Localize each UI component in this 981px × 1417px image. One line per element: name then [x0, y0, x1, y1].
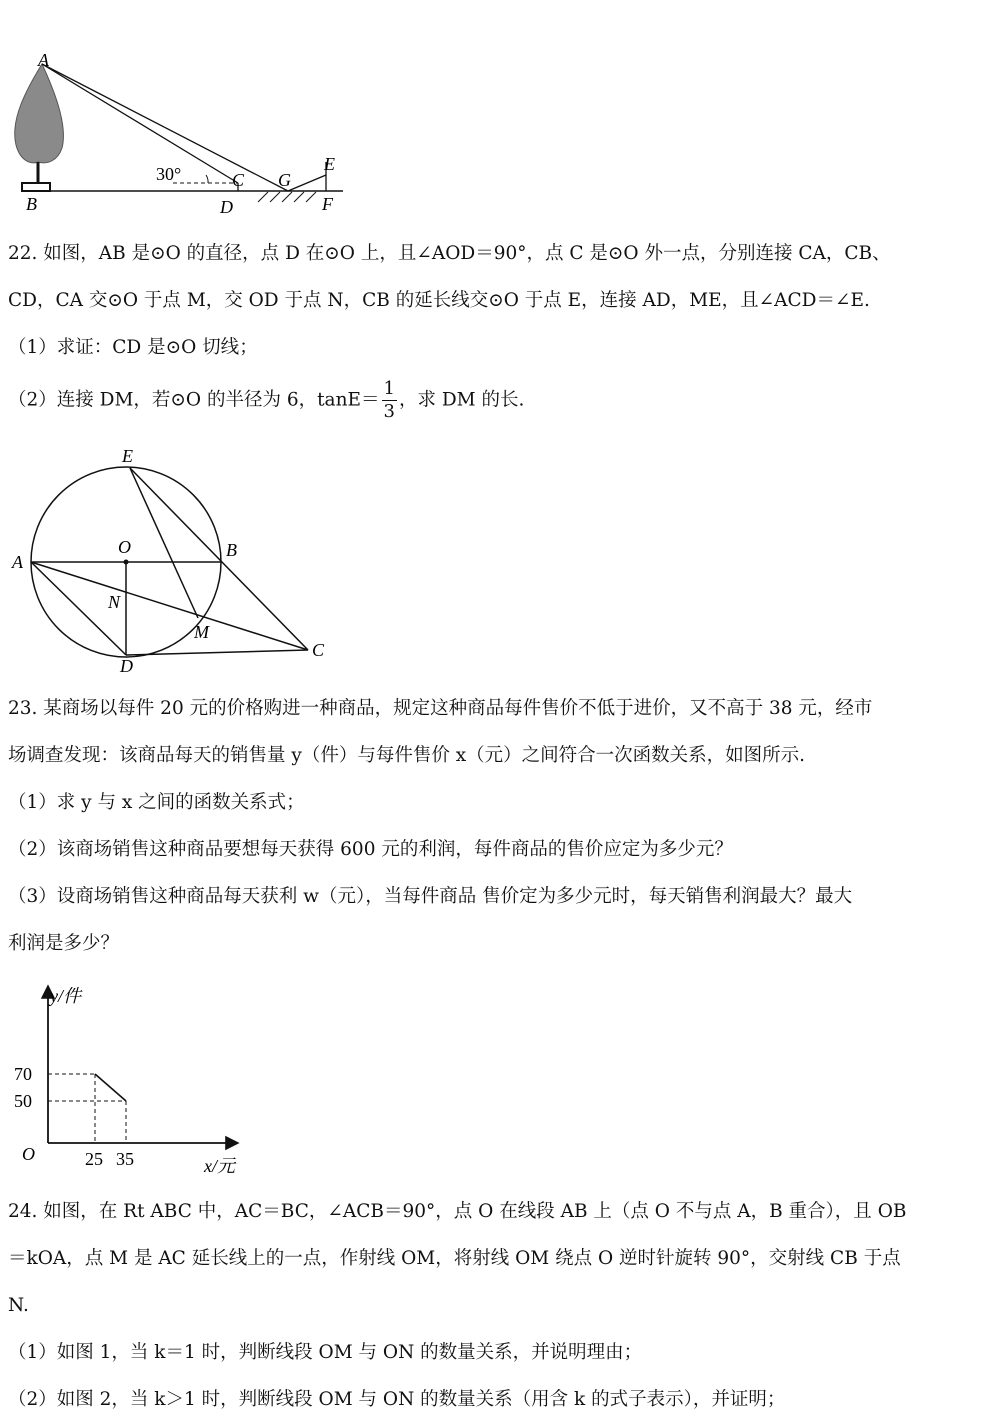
circle-label-b: B	[226, 540, 237, 560]
q24-line3: N.	[8, 1295, 29, 1316]
q23-line2: 场调查发现：该商品每天的销售量 y（件）与每件售价 x（元）之间符合一次函数关系，如图所示.	[8, 745, 806, 766]
q24-part1: （1）如图 1，当 k＝1 时，判断线段 OM 与 ON 的数量关系，并说明理由；	[8, 1342, 643, 1363]
q22-part1: （1）求证：CD 是⊙O 切线；	[8, 337, 258, 358]
q24-line2: ＝kOA，点 M 是 AC 延长线上的一点，作射线 OM，将射线 OM 绕点 O 逆时针旋转 90°，交射线 CB 于点	[8, 1248, 901, 1269]
circle-label-a: A	[12, 552, 23, 572]
q23-part1: （1）求 y 与 x 之间的函数关系式；	[8, 792, 305, 813]
frac-denominator: 3	[383, 401, 395, 422]
tan-fraction	[382, 378, 397, 423]
circle-label-m: M	[194, 622, 209, 642]
frac-numerator: 1	[383, 378, 395, 399]
q23-part2: （2）该商场销售这种商品要想每天获得 600 元的利润，每件商品的售价应定为多少元？	[8, 839, 733, 860]
circle-label-o: O	[118, 537, 131, 557]
q24-part2: （2）如图 2，当 k＞1 时，判断线段 OM 与 ON 的数量关系（用含 k 的式子表示），并证明；	[8, 1389, 786, 1410]
label-angle: 30°	[156, 164, 182, 184]
q22-part2-pre: （2）连接 DM，若⊙O 的半径为 6，tanE＝	[8, 389, 380, 411]
x-tick-25: 25	[85, 1149, 103, 1169]
q22-part2-post: ，求 DM 的长.	[398, 389, 525, 411]
y-tick-70: 70	[14, 1064, 32, 1084]
circle-label-n: N	[108, 592, 121, 612]
circle-figure	[8, 440, 338, 680]
circle-label-d: D	[120, 656, 133, 676]
label-d: D	[220, 197, 233, 217]
tree-crown	[15, 64, 64, 163]
q22-line2: CD，CA 交⊙O 于点 M，交 OD 于点 N，CB 的延长线交⊙O 于点 E，连接 AD，ME，且∠ACD＝∠E.	[8, 290, 870, 311]
label-f: F	[322, 194, 333, 214]
q23-line1: 23. 某商场以每件 20 元的价格购进一种商品，规定这种商品每件售价不低于进价，又不高于 38 元，经市	[8, 698, 873, 719]
label-b: B	[26, 194, 37, 214]
origin-label: O	[22, 1144, 35, 1164]
tree-figure	[8, 50, 358, 220]
label-e: E	[324, 154, 335, 174]
q22-part2	[8, 378, 524, 423]
q24-line1: 24. 如图，在 Rt ABC 中，AC＝BC，∠ACB＝90°，点 O 在线段 AB 上（点 O 不与点 A，B 重合），且 OB	[8, 1201, 907, 1222]
price-quantity-graph	[8, 980, 258, 1180]
series-line	[95, 1074, 126, 1101]
circle-label-c: C	[312, 640, 325, 660]
label-g: G	[278, 170, 291, 190]
x-tick-35: 35	[116, 1149, 134, 1169]
x-axis-label: x/元	[204, 1156, 235, 1176]
q23-part3a: （3）设商场销售这种商品每天获利 w（元），当每件商品 售价定为多少元时，每天销售利润最大？最大	[8, 886, 853, 907]
label-c: C	[232, 170, 245, 190]
label-a: A	[38, 50, 49, 70]
q22-line1: 22. 如图，AB 是⊙O 的直径，点 D 在⊙O 上，且∠AOD＝90°，点 C 是⊙O 外一点，分别连接 CA，CB、	[8, 243, 891, 264]
y-axis-label: y/件	[50, 986, 81, 1006]
q23-part3b: 利润是多少？	[8, 933, 120, 954]
y-tick-50: 50	[14, 1091, 32, 1111]
circle-label-e: E	[122, 446, 133, 466]
